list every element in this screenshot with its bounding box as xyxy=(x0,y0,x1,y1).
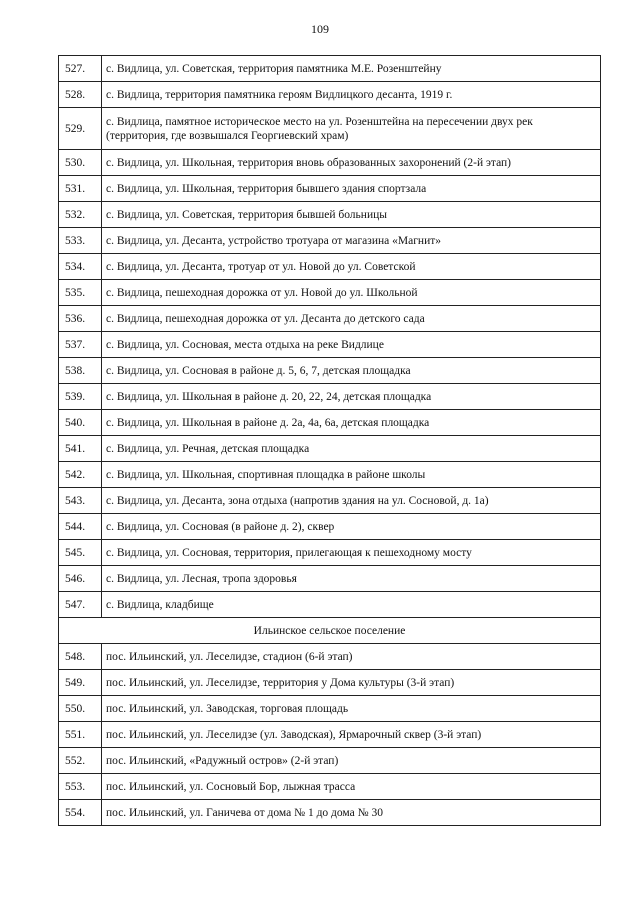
row-text: с. Видлица, ул. Школьная в районе д. 2а, 4а, 6а, детская площадка xyxy=(102,410,601,436)
row-number: 539. xyxy=(59,384,102,410)
row-number: 553. xyxy=(59,774,102,800)
table-row xyxy=(59,306,601,332)
row-number: 541. xyxy=(59,436,102,462)
row-number: 534. xyxy=(59,254,102,280)
row-number: 547. xyxy=(59,592,102,618)
page-number: 109 xyxy=(311,22,329,36)
row-number: 538. xyxy=(59,358,102,384)
row-text: с. Видлица, ул. Советская, территория памятника М.Е. Розенштейну xyxy=(102,56,601,82)
table-row xyxy=(59,436,601,462)
row-text: с. Видлица, ул. Сосновая, места отдыха на реке Видлице xyxy=(102,332,601,358)
row-number: 552. xyxy=(59,748,102,774)
section-title: Ильинское сельское поселение xyxy=(59,618,601,644)
table-row xyxy=(59,82,601,108)
row-text: пос. Ильинский, ул. Ганичева от дома № 1 до дома № 30 xyxy=(102,800,601,826)
row-text: с. Видлица, ул. Сосновая, территория, прилегающая к пешеходному мосту xyxy=(102,540,601,566)
row-number: 531. xyxy=(59,176,102,202)
row-text: пос. Ильинский, ул. Заводская, торговая площадь xyxy=(102,696,601,722)
section-header-row xyxy=(59,618,601,644)
row-number: 529. xyxy=(59,108,102,150)
table-row xyxy=(59,332,601,358)
table-row xyxy=(59,358,601,384)
row-number: 536. xyxy=(59,306,102,332)
row-text: с. Видлица, пешеходная дорожка от ул. Новой до ул. Школьной xyxy=(102,280,601,306)
row-text: пос. Ильинский, ул. Леселидзе (ул. Заводская), Ярмарочный сквер (3-й этап) xyxy=(102,722,601,748)
row-text: с. Видлица, ул. Школьная в районе д. 20, 22, 24, детская площадка xyxy=(102,384,601,410)
table-row xyxy=(59,384,601,410)
places-table xyxy=(58,55,601,826)
table-row xyxy=(59,514,601,540)
table-row xyxy=(59,722,601,748)
row-number: 532. xyxy=(59,202,102,228)
row-text: с. Видлица, ул. Десанта, устройство тротуара от магазина «Магнит» xyxy=(102,228,601,254)
row-number: 549. xyxy=(59,670,102,696)
table-row xyxy=(59,644,601,670)
table-row xyxy=(59,410,601,436)
row-text: пос. Ильинский, «Радужный остров» (2-й этап) xyxy=(102,748,601,774)
table-row xyxy=(59,108,601,150)
row-number: 533. xyxy=(59,228,102,254)
row-number: 537. xyxy=(59,332,102,358)
table-row xyxy=(59,254,601,280)
table-row xyxy=(59,280,601,306)
table-row xyxy=(59,176,601,202)
row-text: с. Видлица, ул. Сосновая (в районе д. 2), сквер xyxy=(102,514,601,540)
table-row xyxy=(59,228,601,254)
table-row xyxy=(59,56,601,82)
row-text: с. Видлица, территория памятника героям Видлицкого десанта, 1919 г. xyxy=(102,82,601,108)
row-text: с. Видлица, ул. Школьная, территория вновь образованных захоронений (2-й этап) xyxy=(102,150,601,176)
row-text: с. Видлица, ул. Советская, территория бывшей больницы xyxy=(102,202,601,228)
table-row xyxy=(59,540,601,566)
row-number: 542. xyxy=(59,462,102,488)
row-number: 544. xyxy=(59,514,102,540)
table-row xyxy=(59,202,601,228)
row-text: с. Видлица, пешеходная дорожка от ул. Десанта до детского сада xyxy=(102,306,601,332)
row-text: с. Видлица, ул. Десанта, тротуар от ул. Новой до ул. Советской xyxy=(102,254,601,280)
row-text: с. Видлица, ул. Сосновая в районе д. 5, 6, 7, детская площадка xyxy=(102,358,601,384)
row-text: с. Видлица, ул. Школьная, спортивная площадка в районе школы xyxy=(102,462,601,488)
row-text: пос. Ильинский, ул. Сосновый Бор, лыжная трасса xyxy=(102,774,601,800)
row-number: 545. xyxy=(59,540,102,566)
table-row xyxy=(59,800,601,826)
row-number: 528. xyxy=(59,82,102,108)
row-number: 551. xyxy=(59,722,102,748)
row-text: с. Видлица, ул. Школьная, территория бывшего здания спортзала xyxy=(102,176,601,202)
row-text: с. Видлица, ул. Лесная, тропа здоровья xyxy=(102,566,601,592)
table-row xyxy=(59,592,601,618)
row-text: с. Видлица, кладбище xyxy=(102,592,601,618)
row-text: с. Видлица, памятное историческое место на ул. Розенштейна на пересечении двух рек (территория, где возвышался Георгиевский храм) xyxy=(102,108,601,150)
row-text: с. Видлица, ул. Десанта, зона отдыха (напротив здания на ул. Сосновой, д. 1а) xyxy=(102,488,601,514)
row-number: 527. xyxy=(59,56,102,82)
row-number: 543. xyxy=(59,488,102,514)
row-text: пос. Ильинский, ул. Леселидзе, территория у Дома культуры (3-й этап) xyxy=(102,670,601,696)
table-row xyxy=(59,566,601,592)
table-row xyxy=(59,462,601,488)
table-row xyxy=(59,696,601,722)
table-row xyxy=(59,748,601,774)
row-number: 546. xyxy=(59,566,102,592)
row-number: 535. xyxy=(59,280,102,306)
table-row xyxy=(59,150,601,176)
table-row xyxy=(59,670,601,696)
row-number: 540. xyxy=(59,410,102,436)
row-text: с. Видлица, ул. Речная, детская площадка xyxy=(102,436,601,462)
table-row xyxy=(59,488,601,514)
table-row xyxy=(59,774,601,800)
row-number: 554. xyxy=(59,800,102,826)
row-number: 548. xyxy=(59,644,102,670)
row-number: 550. xyxy=(59,696,102,722)
row-number: 530. xyxy=(59,150,102,176)
row-text: пос. Ильинский, ул. Леселидзе, стадион (6-й этап) xyxy=(102,644,601,670)
